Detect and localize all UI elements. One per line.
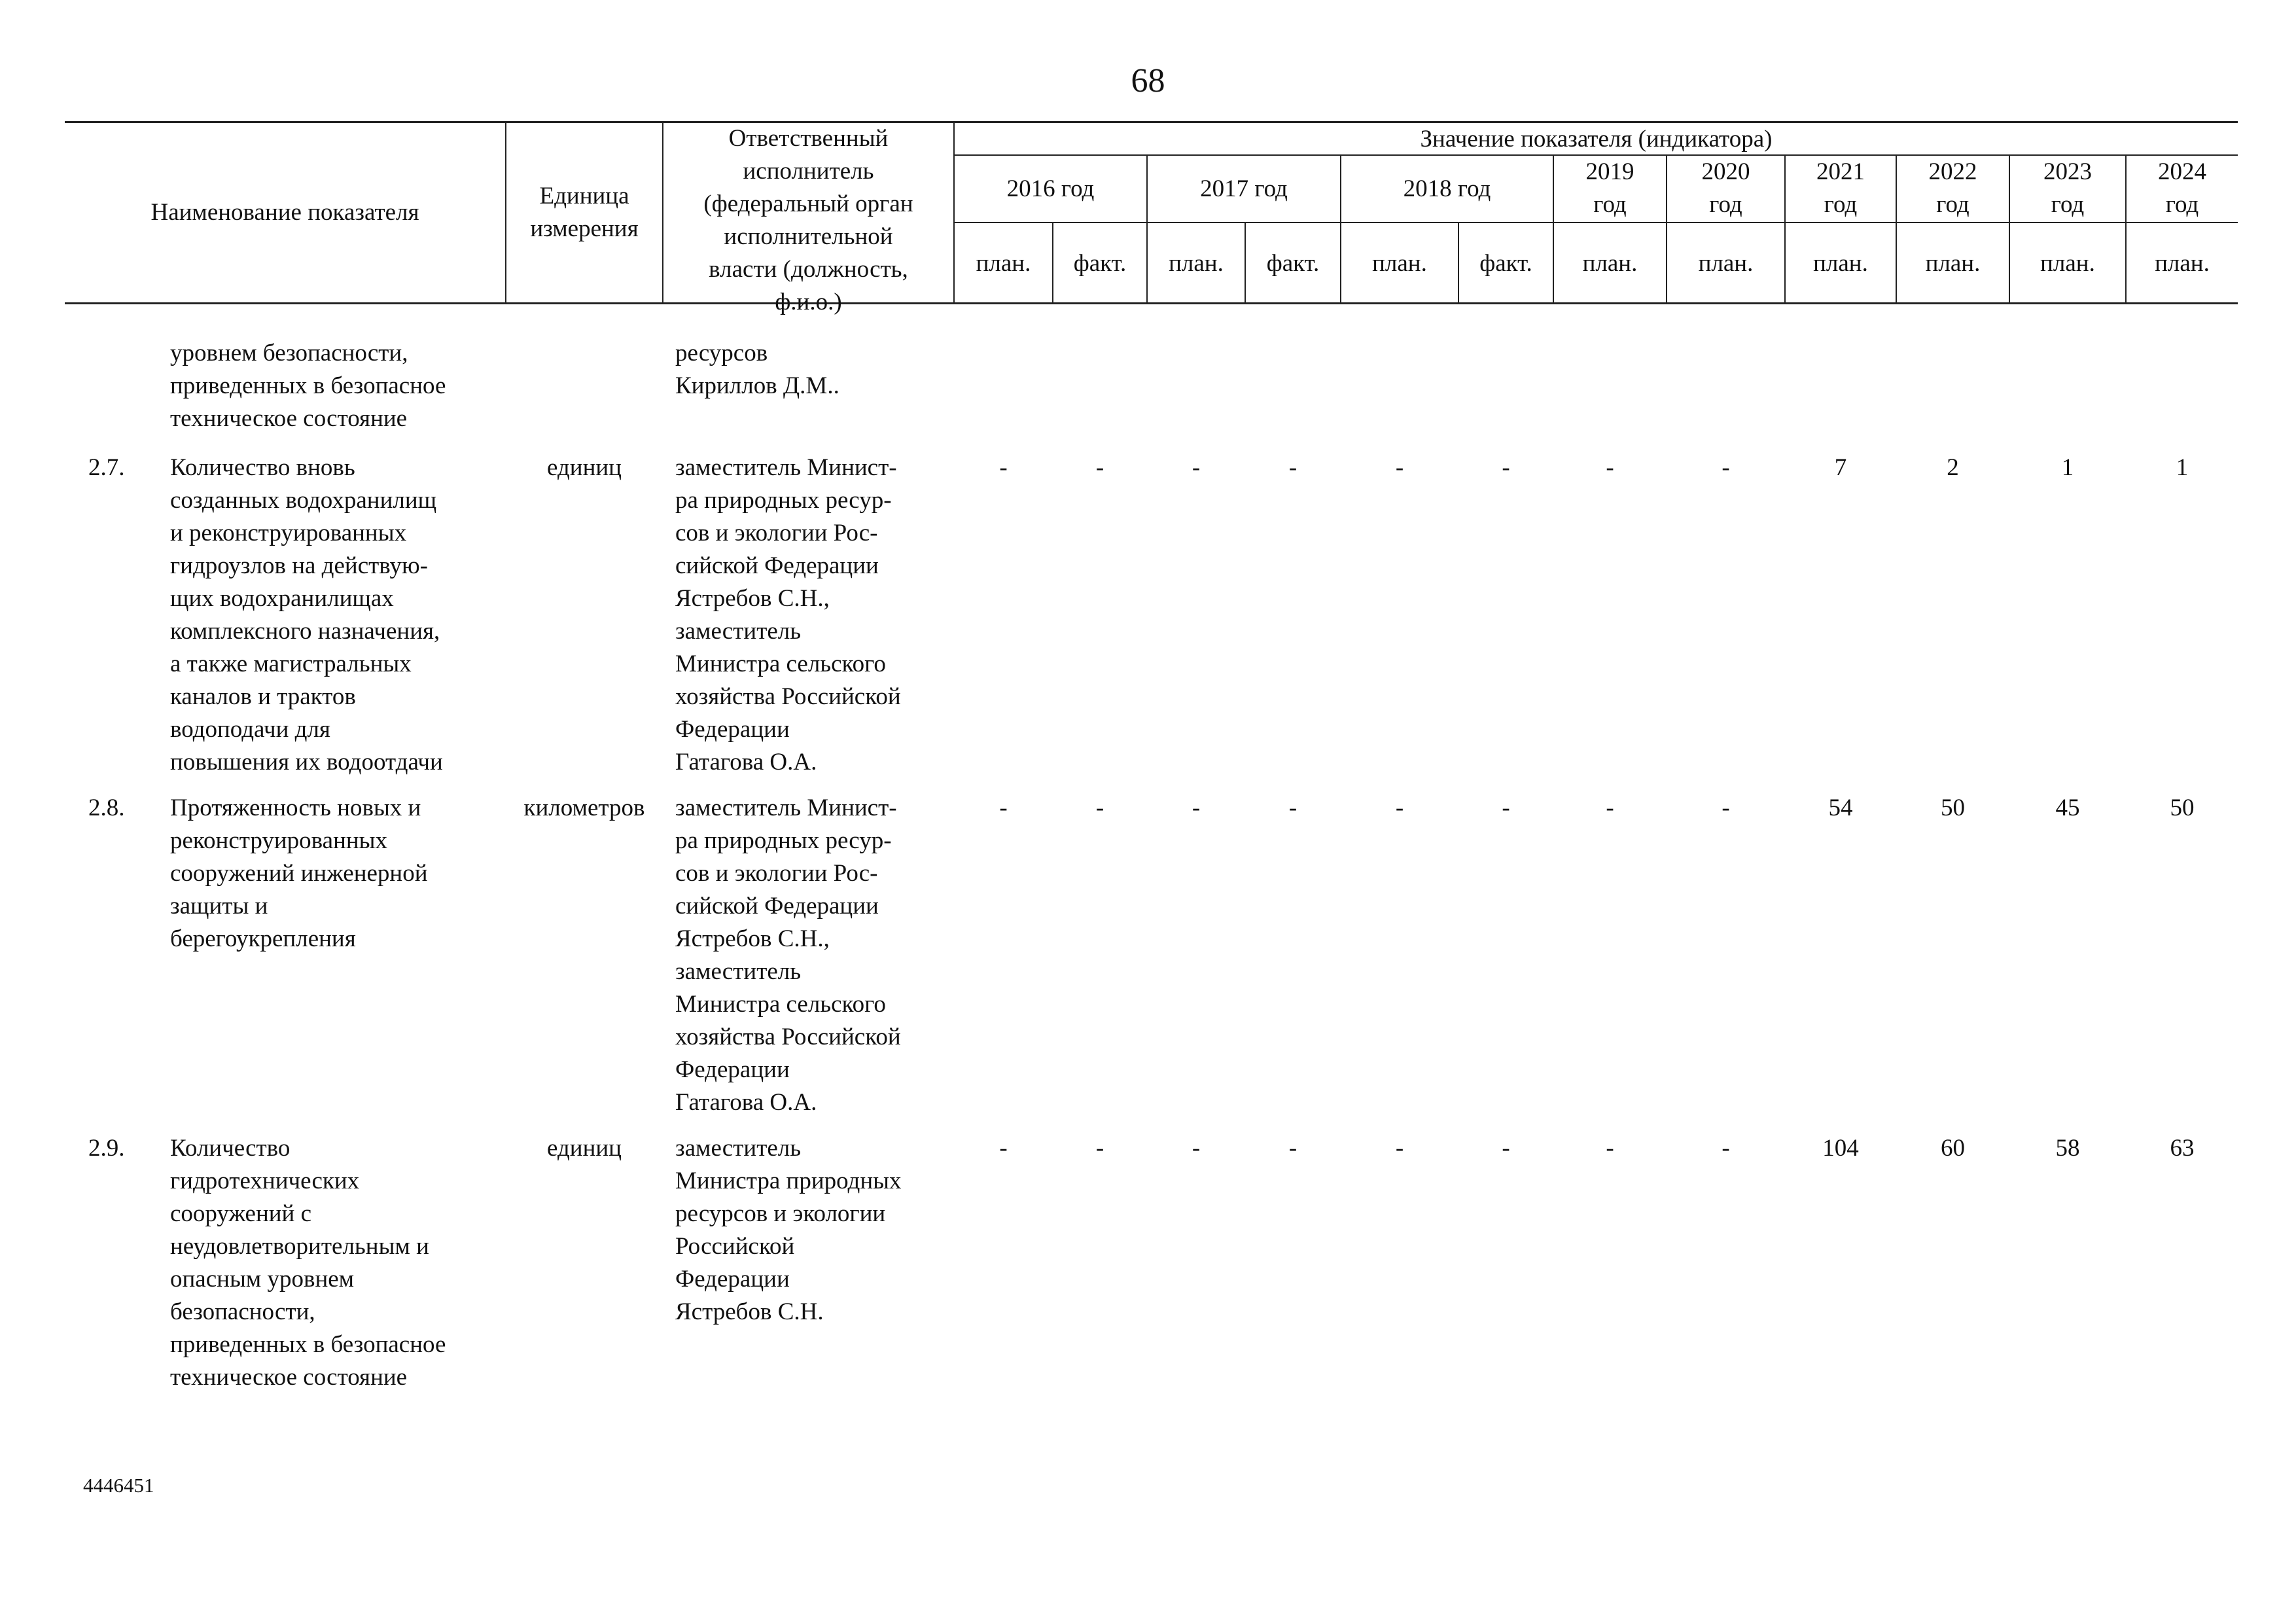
unit: единиц <box>547 454 622 481</box>
value-2016-plan: - <box>999 794 1008 821</box>
header-fact: факт. <box>1073 250 1127 277</box>
header-year-2016: 2016 год <box>1006 175 1095 202</box>
value-2017-fact: - <box>1288 1135 1298 1162</box>
value-2021-plan: 104 <box>1822 1135 1859 1162</box>
responsible: заместитель Минист- ра природных ресур- сов и экологии Рос- сийской Федерации Ястребов С.Н., заместитель Министра сельского хозяйства Российской Федерации Гатагова О.А. <box>675 794 901 1116</box>
header-unit: Единица измерения <box>530 183 639 242</box>
responsible: заместитель Минист- ра природных ресур- сов и экологии Рос- сийской Федерации Ястребов С.Н., заместитель Министра сельского хозяйства Российской Федерации Гатагова О.А. <box>675 454 901 776</box>
value-2016-fact: - <box>1095 794 1104 821</box>
header-year-2024: 2024 год <box>2158 158 2206 218</box>
header-fact: факт. <box>1479 250 1532 277</box>
header-year-2022: 2022 год <box>1928 158 1977 218</box>
unit: километров <box>523 794 645 821</box>
header-year-2019: 2019 год <box>1585 158 1634 218</box>
value-2017-plan: - <box>1192 1135 1201 1162</box>
row-number: 2.9. <box>88 1135 125 1162</box>
value-2022-plan: 2 <box>1947 454 1959 481</box>
header-plan: план. <box>1925 250 1981 277</box>
row-number: 2.8. <box>88 794 125 821</box>
continuation-name: уровнем безопасности, приведенных в безопасное техническое состояние <box>170 340 446 432</box>
header-plan: план. <box>2040 250 2095 277</box>
unit: единиц <box>547 1135 622 1162</box>
value-2020-plan: - <box>1722 1135 1730 1162</box>
header-plan: план. <box>1813 250 1868 277</box>
value-2020-plan: - <box>1722 794 1730 821</box>
value-2016-fact: - <box>1095 1135 1104 1162</box>
value-2018-plan: - <box>1395 1135 1404 1162</box>
indicator-name: Протяженность новых и реконструированных сооружений инженерной защиты и берегоукрепления <box>170 794 428 952</box>
value-2024-plan: 63 <box>2170 1135 2195 1162</box>
header-plan: план. <box>976 250 1031 277</box>
header-plan: план. <box>2155 250 2210 277</box>
value-2024-plan: 50 <box>2170 794 2195 821</box>
value-2022-plan: 60 <box>1941 1135 1965 1162</box>
continuation-responsible: ресурсов Кириллов Д.М.. <box>675 340 839 399</box>
value-2018-plan: - <box>1395 794 1404 821</box>
value-2024-plan: 1 <box>2176 454 2189 481</box>
header-year-2021: 2021 год <box>1816 158 1865 218</box>
header-plan: план. <box>1169 250 1224 277</box>
value-2019-plan: - <box>1606 1135 1614 1162</box>
document-code: 4446451 <box>83 1474 154 1497</box>
header-value-group: Значение показателя (индикатора) <box>1420 126 1773 152</box>
header-plan: план. <box>1698 250 1754 277</box>
value-2018-fact: - <box>1502 1135 1510 1162</box>
value-2023-plan: 1 <box>2061 454 2074 481</box>
indicator-name: Количество вновь созданных водохранилищ и реконструированных гидроузлов на действую- щих водохранилищах комплексного назначения, а также магистральных каналов и трактов водоподачи для повышения их водоотдачи <box>170 454 443 776</box>
responsible: заместитель Министра природных ресурсов и экологии Российской Федерации Ястребов С.Н. <box>675 1135 902 1325</box>
header-bottom-rule <box>65 302 2238 304</box>
value-2020-plan: - <box>1722 454 1730 481</box>
header-plan: план. <box>1582 250 1638 277</box>
value-2023-plan: 45 <box>2055 794 2080 821</box>
value-2017-fact: - <box>1288 794 1298 821</box>
row-number: 2.7. <box>88 454 125 481</box>
header-year-2020: 2020 год <box>1701 158 1750 218</box>
value-2018-fact: - <box>1502 454 1510 481</box>
header-plan: план. <box>1372 250 1427 277</box>
header-name: Наименование показателя <box>150 199 419 226</box>
value-2017-plan: - <box>1192 794 1201 821</box>
value-2016-plan: - <box>999 454 1008 481</box>
value-2016-fact: - <box>1095 454 1104 481</box>
header-responsible: Ответственный исполнитель (федеральный орган исполнительной власти (должность, ф.и.о.) <box>703 125 913 315</box>
header-year-2023: 2023 год <box>2043 158 2092 218</box>
value-2022-plan: 50 <box>1941 794 1965 821</box>
page-number: 68 <box>1131 62 1165 99</box>
value-2021-plan: 54 <box>1828 794 1853 821</box>
header-year-2018: 2018 год <box>1403 175 1491 202</box>
value-2018-fact: - <box>1502 794 1510 821</box>
value-2023-plan: 58 <box>2055 1135 2080 1162</box>
value-2019-plan: - <box>1606 794 1614 821</box>
value-2019-plan: - <box>1606 454 1614 481</box>
value-2017-fact: - <box>1288 454 1298 481</box>
value-2021-plan: 7 <box>1834 454 1847 481</box>
header-fact: факт. <box>1266 250 1320 277</box>
value-2017-plan: - <box>1192 454 1201 481</box>
value-2016-plan: - <box>999 1135 1008 1162</box>
indicator-name: Количество гидротехнических сооружений с неудовлетворительным и опасным уровнем безопасности, приведенных в безопасное техническое состояние <box>170 1135 446 1391</box>
value-2018-plan: - <box>1395 454 1404 481</box>
header-year-2017: 2017 год <box>1200 175 1288 202</box>
